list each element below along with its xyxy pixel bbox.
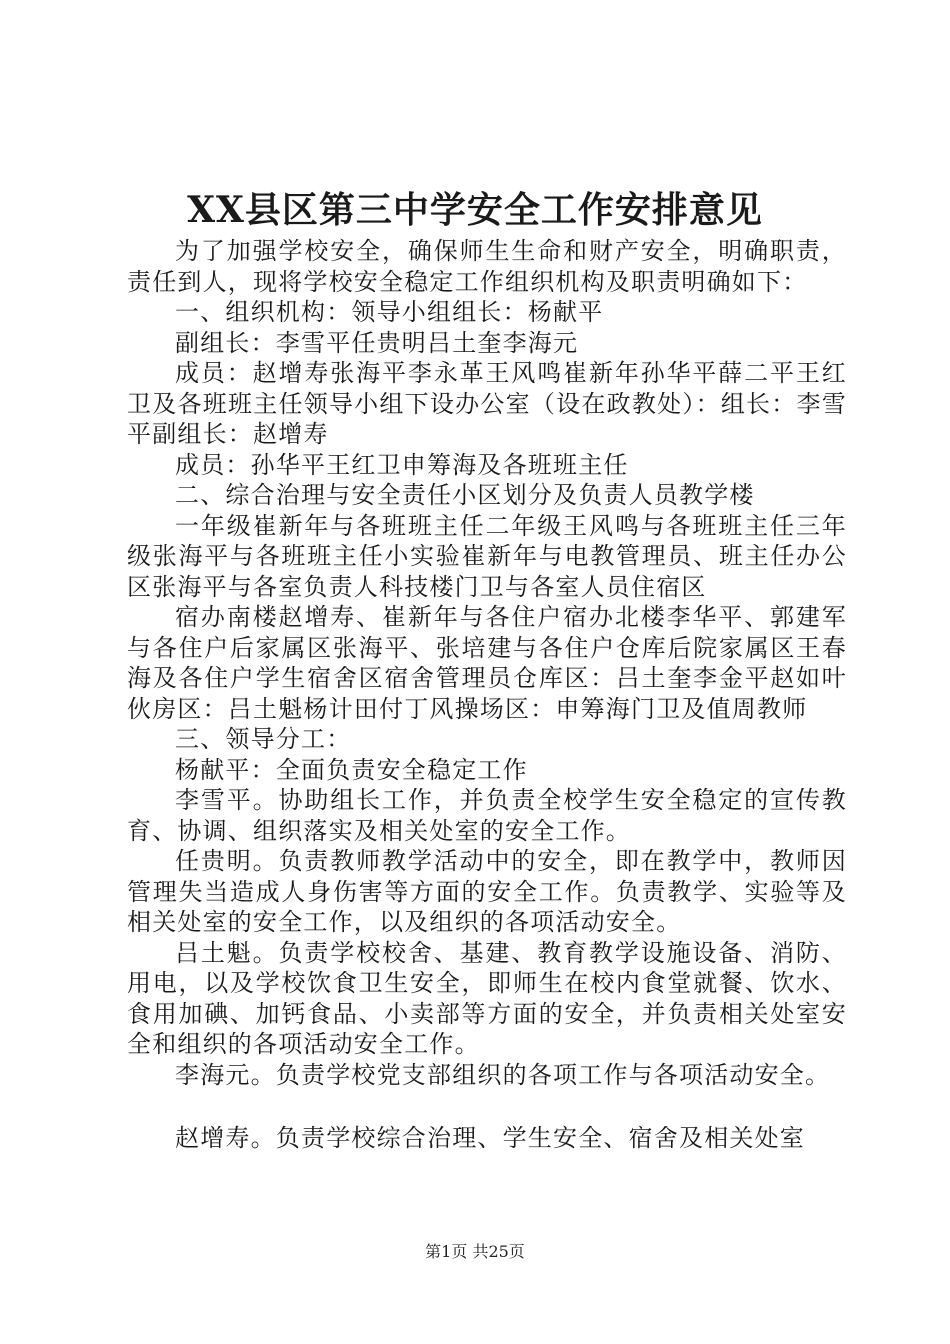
paragraph-teaching-building: 一年级崔新年与各班班主任二年级王风鸣与各班班主任三年级张海平与各班班主任小实验崔新年与电教管理员、班主任办公区张海平与各室负责人科技楼门卫与各室人员住宿区 <box>127 511 847 601</box>
document-body <box>127 236 847 1154</box>
page-number: 第1页 共25页 <box>425 1242 525 1261</box>
paragraph-members: 成员：赵增寿张海平李永革王风鸣崔新年孙华平薛二平王红卫及各班班主任领导小组下设办公室（设在政教处）：组长：李雪平副组长：赵增寿 <box>127 359 847 448</box>
paragraph-vice-leaders: 副组长：李雪平任贵明吕土奎李海元 <box>175 328 579 357</box>
paragraph-section-1: 一、组织机构：领导小组组长：杨献平 <box>175 298 604 326</box>
paragraph-intro: 为了加强学校安全，确保师生生命和财产安全，明确职责，责任到人，现将学校安全稳定工作组织机构及职责明确如下： <box>127 237 847 296</box>
paragraph-section-3: 三、领导分工： <box>175 725 352 753</box>
paragraph-dormitory: 宿办南楼赵增寿、崔新年与各住户宿办北楼李华平、郭建军与各住户后家属区张海平、张培建与各住户仓库后院家属区王春海及各住户学生宿舍区宿舍管理员仓库区：吕土奎李金平赵如叶伙房区：吕土魁杨计田付丁风操场区：申筹海门卫及值周教师 <box>127 603 847 723</box>
document-title: XX县区第三中学安全工作安排意见 <box>187 189 763 231</box>
paragraph-duty-zhao: 赵增寿。负责学校综合治理、学生安全、宿舍及相关处室 <box>175 1124 805 1152</box>
paragraph-section-2: 二、综合治理与安全责任小区划分及负责人员教学楼 <box>175 481 755 509</box>
paragraph-duty-yang: 杨献平：全面负责安全稳定工作 <box>175 755 528 784</box>
paragraph-duty-ren: 任贵明。负责教师教学活动中的安全，即在教学中，教师因管理失当造成人身伤害等方面的安全工作。负责教学、实验等及相关处室的安全工作，以及组织的各项活动安全。 <box>127 847 847 936</box>
paragraph-duty-lv: 吕土魁。负责学校校舍、基建、教育教学设施设备、消防、用电，以及学校饮食卫生安全，即师生在校内食堂就餐、饮水、食用加碘、加钙食品、小卖部等方面的安全，并负责相关处室安全和组织的各项活动安全工作。 <box>127 938 847 1058</box>
paragraph-duty-li-haiyuan: 李海元。负责学校党支部组织的各项工作与各项活动安全。 <box>175 1060 831 1089</box>
paragraph-office-members: 成员：孙华平王红卫申筹海及各班班主任 <box>175 450 629 479</box>
paragraph-duty-li-xueping: 李雪平。协助组长工作，并负责全校学生安全稳定的宣传教育、协调、组织落实及相关处室的安全工作。 <box>127 786 847 845</box>
